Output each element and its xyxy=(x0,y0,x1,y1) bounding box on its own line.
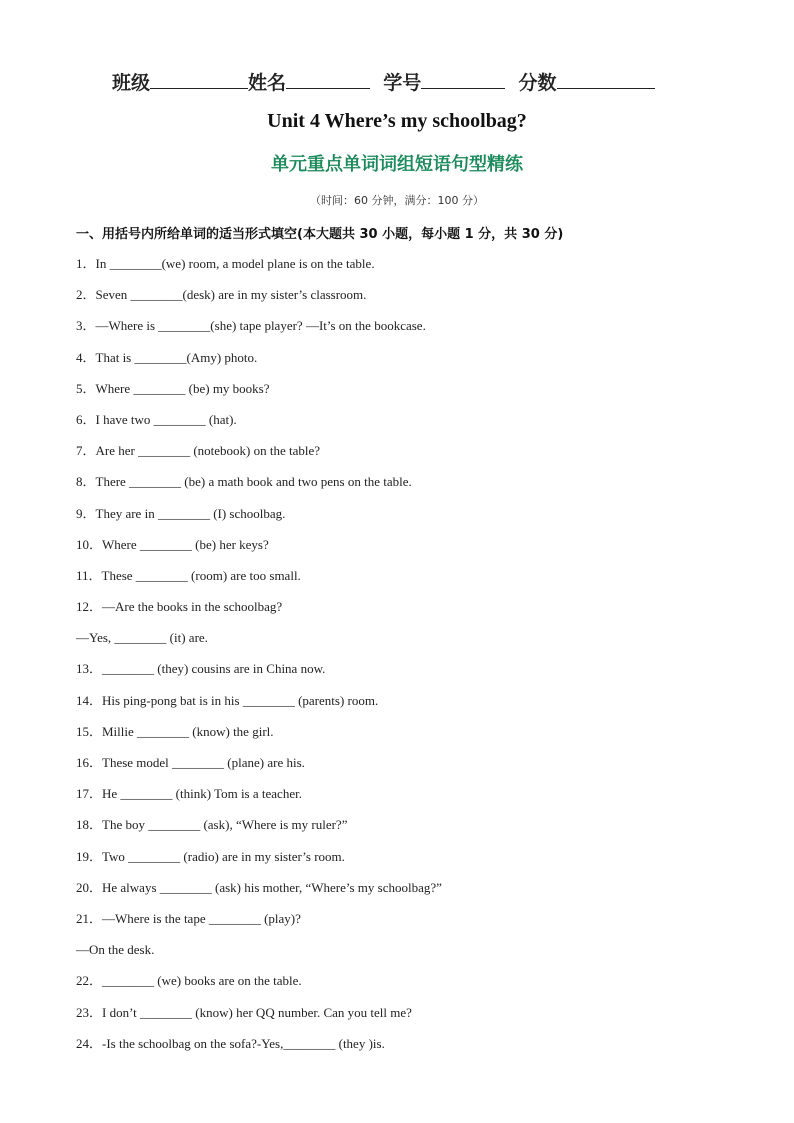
question-item: 7．Are her ________ (notebook) on the table? xyxy=(76,443,321,459)
question-item: 22．________ (we) books are on the table. xyxy=(76,973,302,989)
question-item: 15．Millie ________ (know) the girl. xyxy=(76,723,274,739)
student-info-header xyxy=(112,68,692,97)
question-item: 9．They are in ________ (I) schoolbag. xyxy=(76,505,286,521)
class-label: 班级 xyxy=(112,72,151,94)
question-item: 24．-Is the schoolbag on the sofa?-Yes,________ (they )is. xyxy=(76,1035,385,1051)
time-and-score-note: （时间：60 分钟，满分：100 分） xyxy=(310,194,484,207)
student-number-field[interactable] xyxy=(383,68,505,97)
name-field[interactable] xyxy=(248,68,370,97)
page-subtitle: 单元重点单词词组短语句型精练 xyxy=(271,154,523,175)
question-item: 21．—Where is the tape ________ (play)? xyxy=(76,910,301,926)
question-item: 8．There ________ (be) a math book and two pens on the table. xyxy=(76,474,412,490)
score-field[interactable] xyxy=(519,68,655,97)
class-blank[interactable] xyxy=(150,68,248,89)
answer-line: —Yes, ________ (it) are. xyxy=(76,630,208,646)
question-item: 13．________ (they) cousins are in China now. xyxy=(76,661,326,677)
question-item: 18．The boy ________ (ask), “Where is my ruler?” xyxy=(76,817,348,833)
name-label: 姓名 xyxy=(248,72,287,94)
question-item: 19．Two ________ (radio) are in my sister’s room. xyxy=(76,848,345,864)
question-item: 17．He ________ (think) Tom is a teacher. xyxy=(76,786,302,802)
score-blank[interactable] xyxy=(557,68,655,89)
name-blank[interactable] xyxy=(286,68,370,89)
question-item: 1．In ________(we) room, a model plane is on the table. xyxy=(76,256,375,271)
student-number-blank[interactable] xyxy=(421,68,505,89)
question-item: 3．—Where is ________(she) tape player? —It’s on the bookcase. xyxy=(76,318,426,334)
question-item: 20．He always ________ (ask) his mother, “Where’s my schoolbag?” xyxy=(76,879,442,895)
question-item: 23．I don’t ________ (know) her QQ number. Can you tell me? xyxy=(76,1004,412,1020)
question-item: 2．Seven ________(desk) are in my sister’s classroom. xyxy=(76,287,367,303)
answer-line: —On the desk. xyxy=(76,942,155,958)
section-heading: 一、用括号内所给单词的适当形式填空(本大题共 30 小题，每小题 1 分，共 30 分) xyxy=(76,227,564,242)
class-field[interactable] xyxy=(112,68,248,97)
question-item: 14．His ping-pong bat is in his ________ (parents) room. xyxy=(76,692,379,708)
question-item: 12．—Are the books in the schoolbag? xyxy=(76,599,283,615)
question-item: 4．That is ________(Amy) photo. xyxy=(76,349,258,365)
question-item: 10．Where ________ (be) her keys? xyxy=(76,536,269,552)
question-item: 11．These ________ (room) are too small. xyxy=(76,567,301,583)
question-item: 16．These model ________ (plane) are his. xyxy=(76,755,305,770)
score-label: 分数 xyxy=(518,72,557,94)
question-item: 5．Where ________ (be) my books? xyxy=(76,380,270,396)
question-item: 6．I have two ________ (hat). xyxy=(76,411,237,427)
page-title: Unit 4 Where’s my schoolbag? xyxy=(267,110,527,132)
question-list xyxy=(76,250,716,1061)
student-number-label: 学号 xyxy=(383,72,422,94)
